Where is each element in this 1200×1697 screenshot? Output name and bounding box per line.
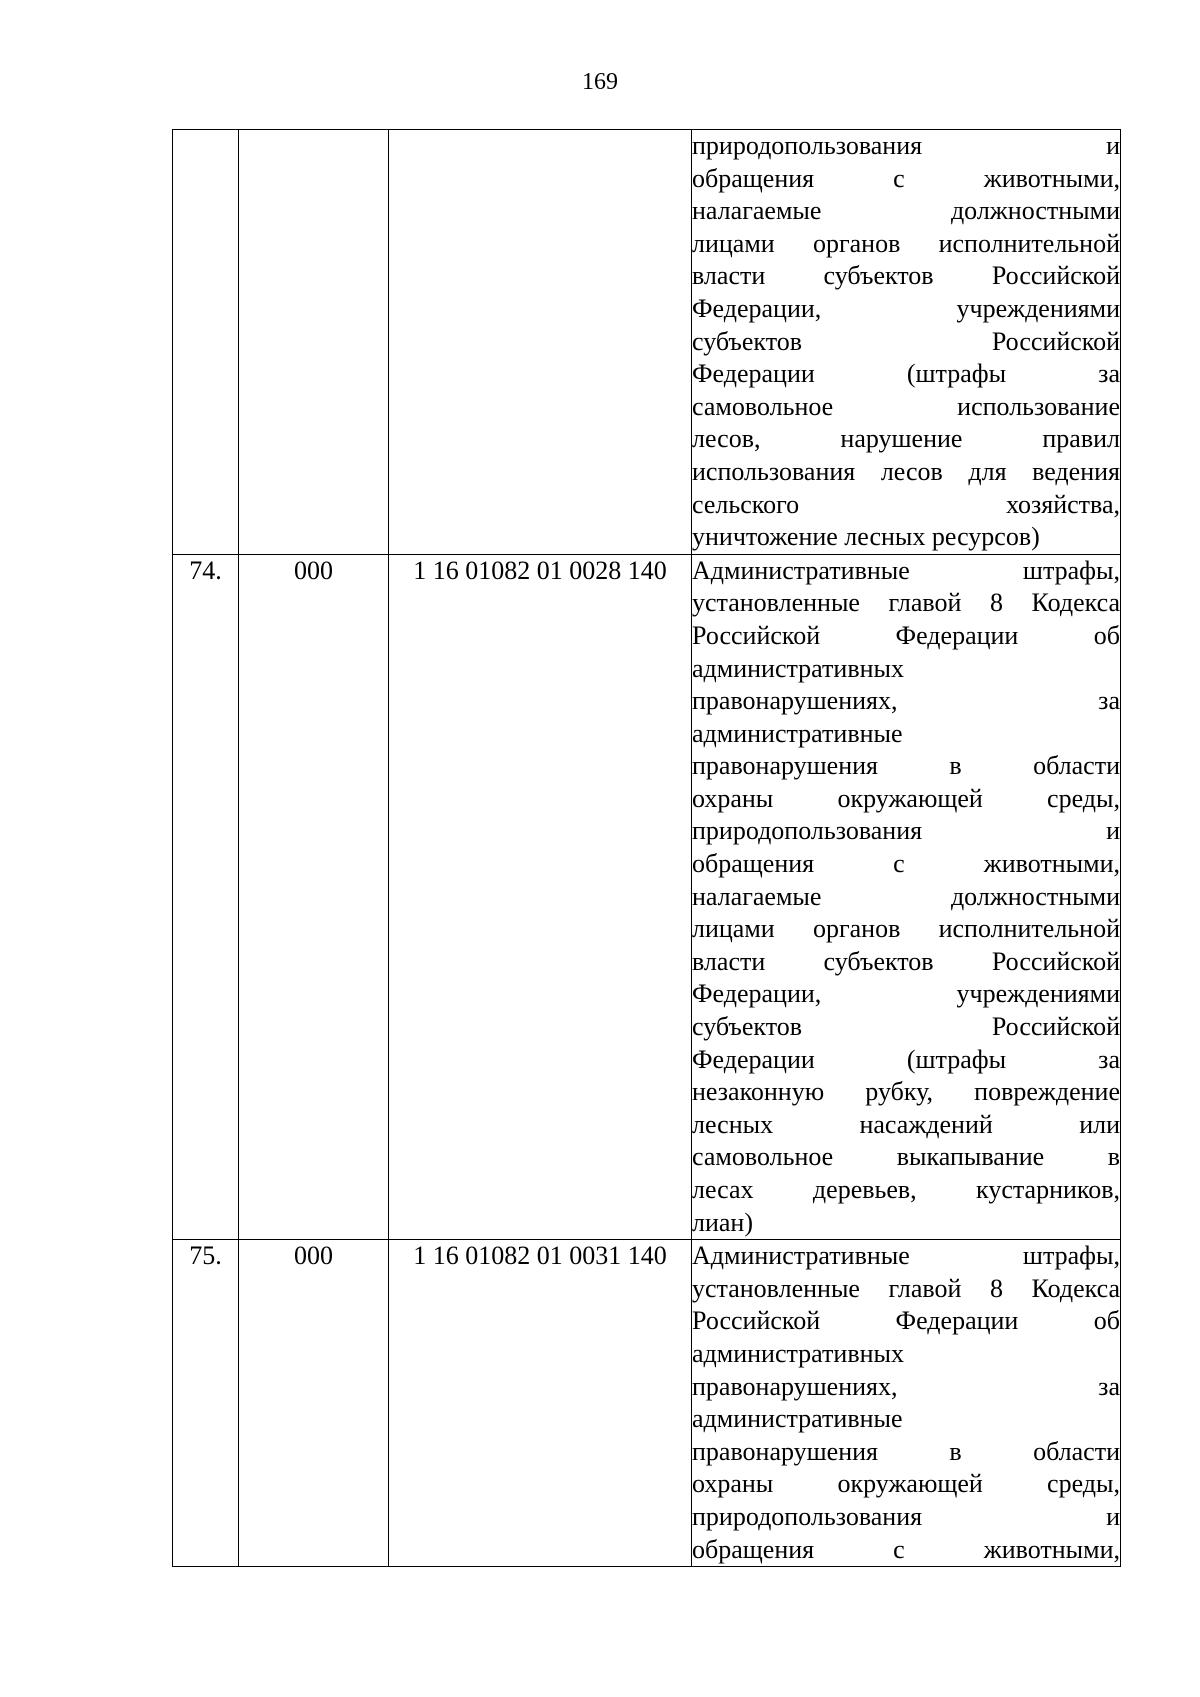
description-line: Административные штрафы, xyxy=(692,555,1120,585)
table-row xyxy=(173,554,1121,1239)
description-line: административные xyxy=(692,1404,903,1434)
description-line: правонарушения в области xyxy=(692,1436,1120,1466)
description-line: природопользования и xyxy=(692,131,1120,160)
description-line: субъектов Российской xyxy=(692,1012,1120,1042)
description-line: природопользования и xyxy=(692,816,1120,846)
description-line: лицами органов исполнительной xyxy=(692,914,1120,944)
description-line: Федерации, учреждениями xyxy=(692,293,1120,323)
admin-code-cell: 000 xyxy=(239,554,389,1239)
description-line: Федерации (штрафы за xyxy=(692,359,1120,389)
description-line: лицами органов исполнительной xyxy=(692,228,1120,258)
description-line: лесов, нарушение правил xyxy=(692,424,1120,454)
description-line: Российской Федерации об xyxy=(692,620,1120,650)
description-line: налагаемые должностными xyxy=(692,196,1120,226)
description-line: налагаемые должностными xyxy=(692,881,1120,911)
description-line: лесах деревьев, кустарников, xyxy=(692,1175,1120,1204)
page-number: 169 xyxy=(582,69,618,95)
description-line: власти субъектов Российской xyxy=(692,946,1120,976)
description-line: Российской Федерации об xyxy=(692,1306,1120,1336)
description-line: правонарушения в области xyxy=(692,751,1120,781)
row-number-cell: 74. xyxy=(173,554,239,1239)
description-line: охраны окружающей среды, xyxy=(692,1469,1120,1499)
kbk-code-cell: 1 16 01082 01 0031 140 xyxy=(389,1240,692,1567)
description-line: охраны окружающей среды, xyxy=(692,783,1120,813)
description-line: установленные главой 8 Кодекса xyxy=(692,1273,1120,1303)
description-cell xyxy=(692,130,1121,555)
description-line: субъектов Российской xyxy=(692,326,1120,356)
description-line: использования лесов для ведения xyxy=(692,456,1120,486)
description-line: обращения с животными, xyxy=(692,849,1120,879)
admin-code-cell xyxy=(239,130,389,555)
description-line: лесных насаждений или xyxy=(692,1109,1120,1139)
description-line: правонарушениях, за xyxy=(692,686,1120,716)
description-line: Федерации (штрафы за xyxy=(692,1044,1120,1074)
row-number-cell xyxy=(173,130,239,555)
description-line: административные xyxy=(692,718,903,748)
table-row xyxy=(173,130,1121,555)
table-row xyxy=(173,1240,1121,1567)
description-line: Административные штрафы, xyxy=(692,1241,1120,1271)
description-cell xyxy=(692,554,1121,1239)
kbk-code-cell: 1 16 01082 01 0028 140 xyxy=(389,554,692,1239)
budget-codes-table xyxy=(172,129,1121,1567)
description-line: правонарушениях, за xyxy=(692,1371,1120,1401)
description-line: административных xyxy=(692,653,904,683)
description-line: самовольное выкапывание в xyxy=(692,1142,1120,1172)
description-cell xyxy=(692,1240,1121,1567)
description-line: сельского хозяйства, xyxy=(692,489,1120,519)
description-line: незаконную рубку, повреждение xyxy=(692,1077,1120,1107)
description-line: лиан) xyxy=(692,1207,754,1237)
description-line: самовольное использование xyxy=(692,391,1120,421)
description-line: власти субъектов Российской xyxy=(692,261,1120,291)
description-line: установленные главой 8 Кодекса xyxy=(692,588,1120,618)
description-line: обращения с животными, xyxy=(692,163,1120,193)
kbk-code-cell xyxy=(389,130,692,555)
description-line: обращения с животными, xyxy=(692,1534,1120,1564)
row-number-cell: 75. xyxy=(173,1240,239,1567)
description-line: природопользования и xyxy=(692,1501,1120,1531)
description-line: Федерации, учреждениями xyxy=(692,979,1120,1009)
description-line: уничтожение лесных ресурсов) xyxy=(692,522,1040,552)
description-line: административных xyxy=(692,1338,904,1368)
admin-code-cell: 000 xyxy=(239,1240,389,1567)
